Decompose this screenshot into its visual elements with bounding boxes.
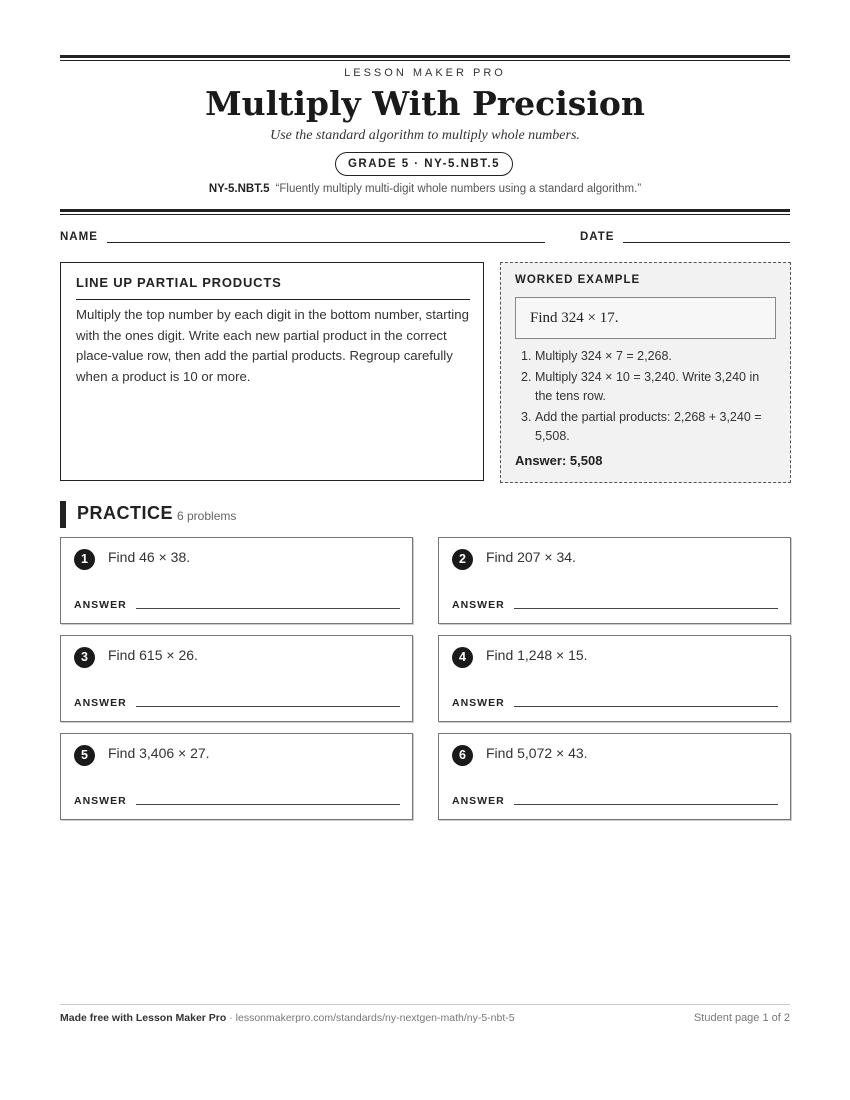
step-number: 3. [521,410,532,424]
problem-card [60,537,413,624]
footer-credit [60,1012,515,1024]
worked-step [515,347,779,366]
lineup-box [60,262,484,481]
page-subtitle: Use the standard algorithm to multiply whole numbers. [270,128,580,143]
problem-question: Find 207 × 34. [486,549,576,565]
worked-example-heading: WORKED EXAMPLE [515,274,641,286]
name-label: NAME [60,231,98,243]
answer-field[interactable] [136,706,400,707]
answer-label: ANSWER [74,795,127,807]
answer-field[interactable] [514,804,778,805]
header-rule-bottom-thin [60,214,790,215]
problem-question: Find 3,406 × 27. [108,745,210,761]
step-text: Add the partial products: 2,268 + 3,240 = 5,508. [535,410,762,443]
date-label: DATE [580,231,615,243]
problem-number: 4 [452,647,473,668]
problem-question: Find 46 × 38. [108,549,191,565]
step-text: Multiply 324 × 7 = 2,268. [535,349,672,363]
answer-field[interactable] [514,706,778,707]
problem-number: 1 [74,549,95,570]
footer-page-number: Student page 1 of 2 [693,1012,790,1024]
lineup-body: Multiply the top number by each digit in the bottom number, starting with the ones digit. Write each new partial product in the correct place-value row, then add the partial products. Regroup carefully when a product is 10 or more. [76,307,469,384]
worked-step [515,408,779,446]
problem-card [60,635,413,722]
problem-number: 6 [452,745,473,766]
answer-label: ANSWER [452,599,505,611]
worked-step [515,368,779,406]
footer-url[interactable]: · lessonmakerpro.com/standards/ny-nextgen-math/ny-5-nbt-5 [226,1012,515,1024]
problem-card [438,635,791,722]
header-rule-bottom [60,209,790,212]
answer-field[interactable] [136,804,400,805]
header-rule-top [60,55,790,58]
answer-field[interactable] [136,608,400,609]
step-number: 1. [521,349,532,363]
problem-number: 2 [452,549,473,570]
problem-number: 3 [74,647,95,668]
answer-label: ANSWER [452,697,505,709]
problem-card [438,733,791,820]
problem-question: Find 1,248 × 15. [486,647,588,663]
footer-divider [60,1004,790,1005]
answer-label: ANSWER [74,697,127,709]
standard-statement [0,183,850,195]
step-text: Multiply 324 × 10 = 3,240. Write 3,240 in the tens row. [535,370,760,403]
worked-example-box [500,262,791,483]
grade-badge: GRADE 5 · NY-5.NBT.5 [335,152,513,176]
standard-text: “Fluently multiply multi-digit whole numbers using a standard algorithm.” [275,183,642,195]
practice-title: PRACTICE [77,503,174,523]
header-rule-top-thin [60,60,790,61]
problem-card [60,733,413,820]
brand-name: LESSON MAKER PRO [344,67,506,79]
lineup-heading: LINE UP PARTIAL PRODUCTS [76,275,282,290]
worked-example-steps [515,347,779,448]
problem-card [438,537,791,624]
problem-question: Find 5,072 × 43. [486,745,588,761]
worked-example-prompt: Find 324 × 17. [515,297,776,339]
practice-count: 6 problems [177,509,237,523]
lineup-divider [76,299,470,300]
footer-made-with: Made free with Lesson Maker Pro [60,1012,227,1024]
problem-question: Find 615 × 26. [108,647,198,663]
standard-code: NY-5.NBT.5 [208,183,270,195]
practice-accent-bar [60,501,66,528]
step-number: 2. [521,370,532,384]
page-title: Multiply With Precision [205,84,645,123]
answer-field[interactable] [514,608,778,609]
worked-example-answer: Answer: 5,508 [515,453,603,468]
answer-label: ANSWER [452,795,505,807]
date-field[interactable] [623,242,790,243]
answer-label: ANSWER [74,599,127,611]
problem-number: 5 [74,745,95,766]
name-field[interactable] [107,242,545,243]
